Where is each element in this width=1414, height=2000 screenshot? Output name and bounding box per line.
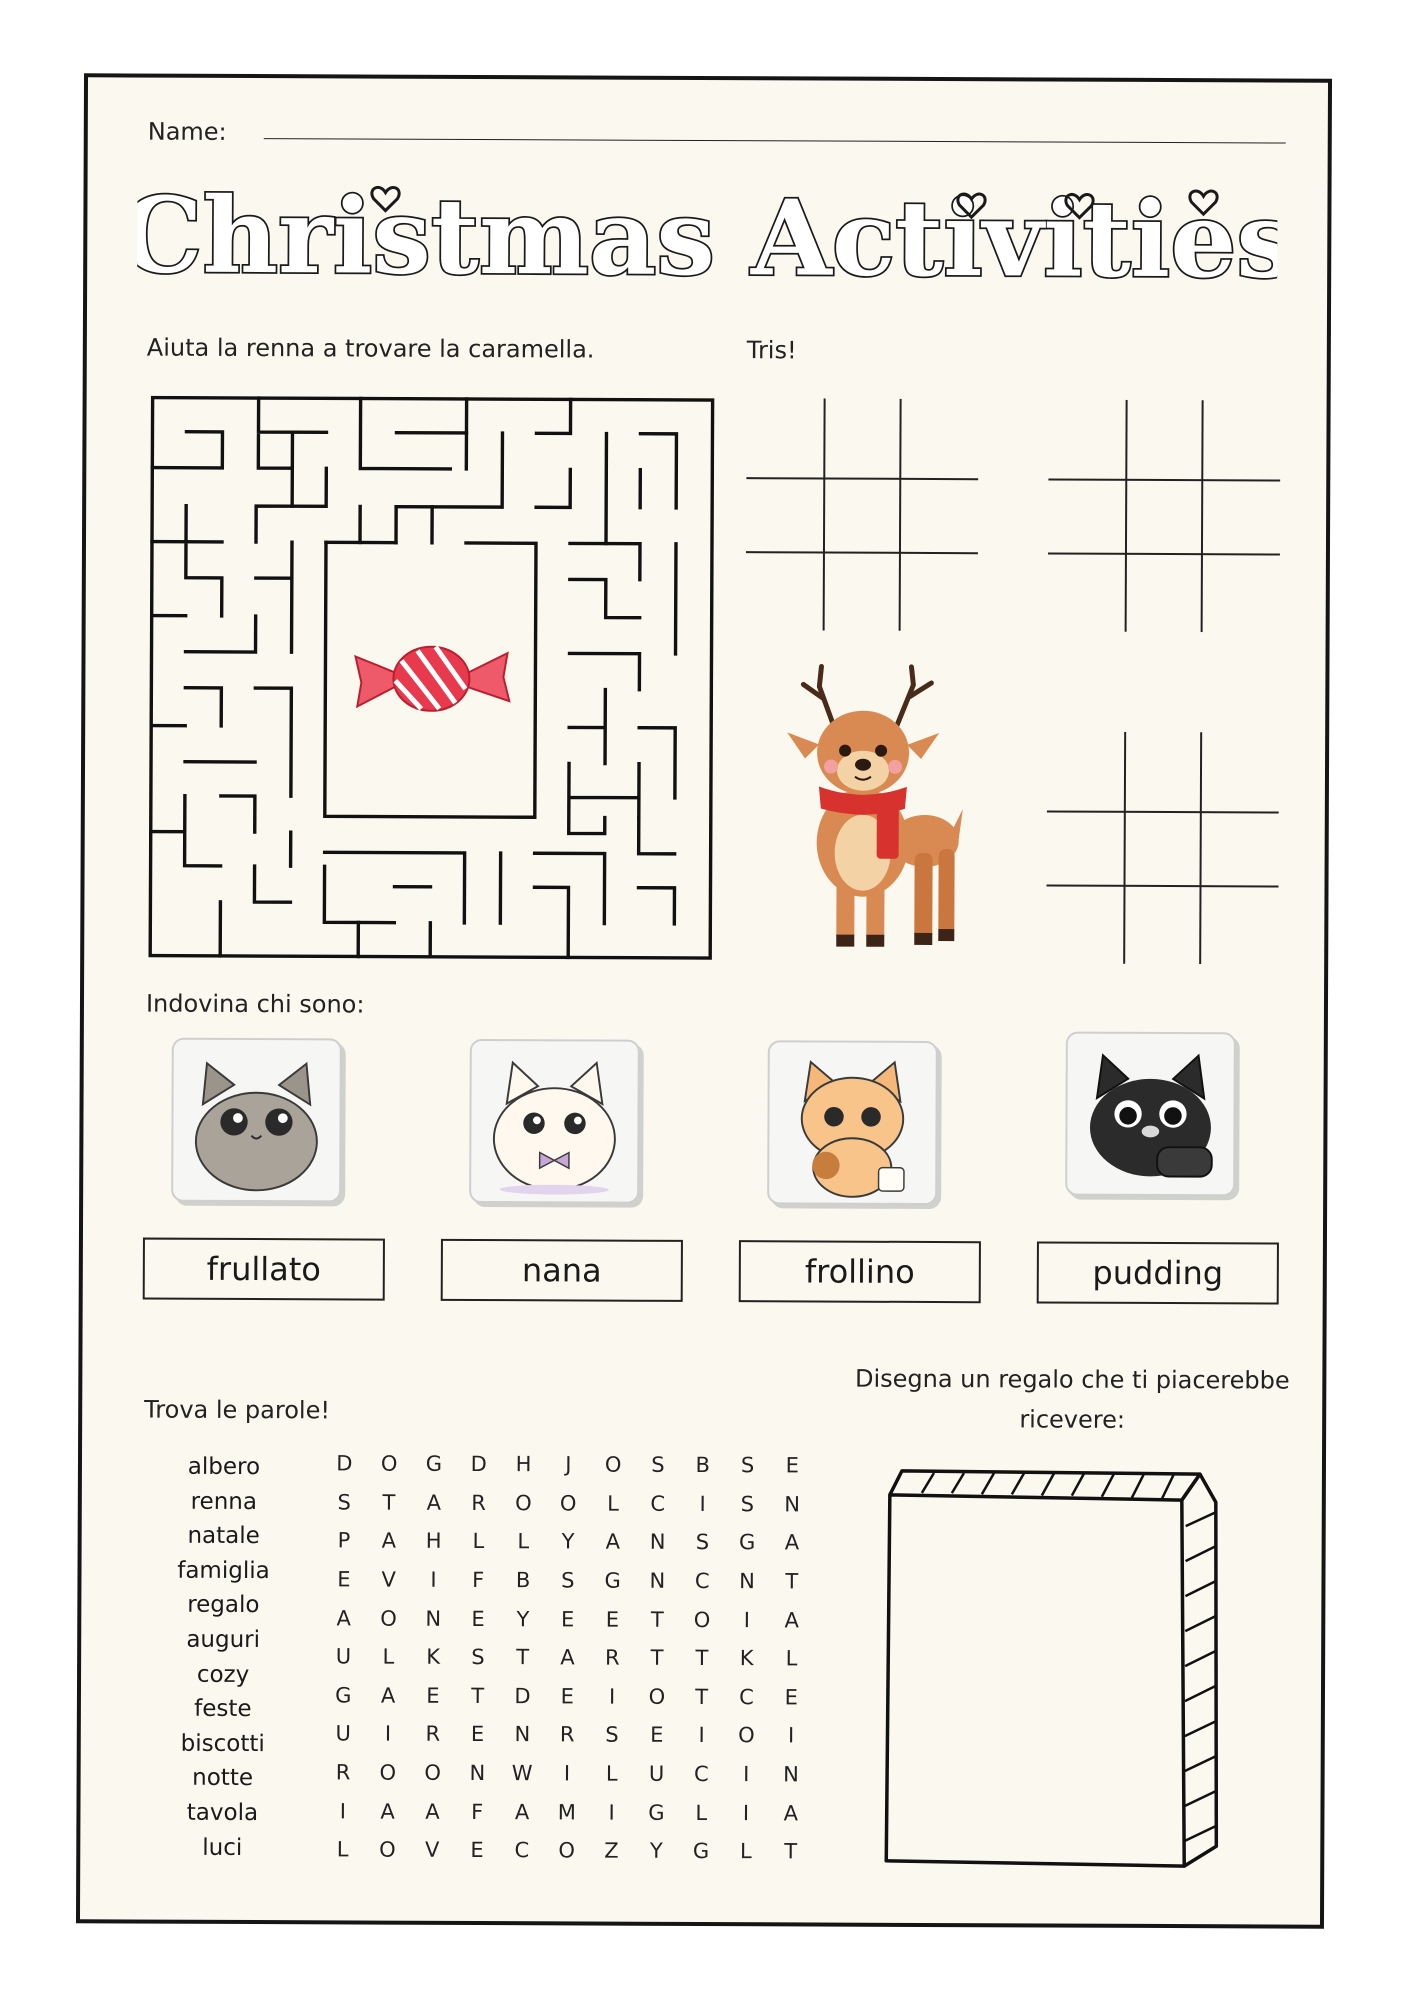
grid-letter[interactable]: A: [783, 1800, 799, 1826]
cat-name-box-1: frullato: [143, 1238, 385, 1301]
grid-letter[interactable]: B: [515, 1568, 531, 1593]
grid-letter[interactable]: E: [605, 1607, 620, 1632]
grid-letter[interactable]: G: [425, 1452, 443, 1477]
grid-letter[interactable]: H: [425, 1529, 442, 1554]
grid-letter[interactable]: R: [425, 1722, 441, 1747]
word-search-grid[interactable]: [320, 1444, 815, 1871]
grid-letter[interactable]: T: [650, 1607, 664, 1632]
grid-letter[interactable]: U: [648, 1761, 665, 1786]
grid-letter[interactable]: L: [695, 1800, 708, 1825]
grid-letter[interactable]: T: [695, 1684, 709, 1709]
grid-letter[interactable]: L: [739, 1839, 752, 1864]
grid-letter[interactable]: C: [650, 1491, 666, 1516]
grid-letter[interactable]: S: [740, 1492, 755, 1517]
cat-card-2: [469, 1039, 640, 1204]
grid-letter[interactable]: A: [336, 1606, 351, 1631]
grid-letter[interactable]: O: [379, 1837, 396, 1862]
grid-letter[interactable]: S: [695, 1530, 710, 1555]
grid-letter[interactable]: N: [739, 1569, 755, 1594]
grid-letter[interactable]: E: [337, 1567, 351, 1592]
grid-letter[interactable]: T: [516, 1645, 530, 1670]
orange-cat-with-cookie-icon: [769, 1042, 936, 1203]
grid-letter[interactable]: I: [788, 1723, 795, 1748]
word-list-item: tavola: [186, 1799, 259, 1826]
grid-letter[interactable]: L: [382, 1644, 395, 1669]
grid-letter[interactable]: I: [384, 1722, 392, 1747]
grid-letter[interactable]: E: [471, 1606, 485, 1631]
grid-letter[interactable]: L: [517, 1529, 530, 1554]
worksheet-page: [76, 73, 1332, 1928]
grid-letter[interactable]: T: [471, 1683, 485, 1708]
word-search-label: Trova le parole!: [144, 1395, 331, 1425]
grid-letter[interactable]: N: [784, 1492, 801, 1517]
grid-letter[interactable]: B: [695, 1453, 711, 1478]
grid-letter[interactable]: D: [470, 1452, 487, 1477]
grid-row: [322, 1522, 815, 1563]
grid-letter[interactable]: A: [380, 1683, 396, 1708]
grid-letter[interactable]: O: [380, 1606, 397, 1631]
white-cat-with-bow-icon: [471, 1041, 638, 1202]
tic-tac-toe-board-2[interactable]: [1048, 399, 1281, 632]
grid-letter[interactable]: O: [424, 1760, 441, 1785]
grid-letter[interactable]: E: [784, 1685, 799, 1710]
maze-instruction: Aiuta la renna a trovare la caramella.: [146, 333, 595, 364]
grid-letter[interactable]: Z: [604, 1838, 619, 1863]
grid-letter[interactable]: J: [565, 1452, 572, 1477]
grid-letter[interactable]: E: [785, 1453, 800, 1478]
grid-letter[interactable]: A: [605, 1530, 621, 1555]
grid-letter[interactable]: M: [557, 1800, 576, 1825]
word-list-item: cozy: [196, 1661, 250, 1688]
grid-letter[interactable]: A: [425, 1799, 440, 1824]
grid-row: [320, 1792, 813, 1833]
grid-letter[interactable]: N: [469, 1761, 486, 1786]
grid-letter[interactable]: D: [336, 1451, 353, 1476]
grid-letter[interactable]: I: [563, 1761, 571, 1786]
grid-letter[interactable]: A: [426, 1490, 442, 1515]
word-list-item: feste: [194, 1695, 252, 1723]
grid-letter[interactable]: L: [472, 1529, 485, 1554]
grid-letter[interactable]: T: [785, 1569, 799, 1594]
grid-letter[interactable]: C: [514, 1838, 530, 1863]
grid-letter[interactable]: A: [380, 1799, 395, 1824]
grid-letter[interactable]: T: [784, 1839, 798, 1864]
grid-letter[interactable]: V: [425, 1838, 440, 1863]
word-list-item: auguri: [186, 1626, 261, 1654]
grid-letter[interactable]: Y: [649, 1839, 663, 1864]
grid-letter[interactable]: E: [650, 1723, 664, 1748]
black-cat-with-controller-icon: [1067, 1034, 1234, 1195]
grid-letter[interactable]: U: [335, 1644, 352, 1669]
grid-row: [321, 1637, 814, 1678]
grid-letter[interactable]: I: [608, 1684, 616, 1709]
word-list-item: notte: [192, 1765, 254, 1792]
grid-letter[interactable]: E: [560, 1684, 575, 1709]
name-write-line[interactable]: [264, 138, 1286, 143]
grid-row: [321, 1599, 814, 1640]
grid-letter[interactable]: I: [430, 1567, 437, 1592]
grid-row: [322, 1483, 815, 1524]
grid-letter[interactable]: G: [692, 1839, 710, 1864]
grid-letter[interactable]: T: [695, 1646, 709, 1671]
candy-icon: [355, 646, 509, 711]
grid-letter[interactable]: O: [604, 1452, 622, 1477]
cat-card-4: [1065, 1032, 1236, 1197]
grid-letter[interactable]: K: [426, 1645, 441, 1670]
grid-letter[interactable]: G: [739, 1530, 756, 1555]
word-list: [152, 1450, 294, 1866]
grid-letter[interactable]: O: [380, 1451, 398, 1476]
grid-letter[interactable]: S: [471, 1645, 485, 1670]
grid-letter[interactable]: G: [648, 1800, 665, 1825]
grid-letter[interactable]: I: [743, 1762, 750, 1787]
word-list-item: albero: [187, 1453, 261, 1481]
grid-row: [321, 1714, 814, 1755]
grid-letter[interactable]: N: [425, 1606, 442, 1631]
tris-label: Tris!: [746, 336, 797, 365]
grid-letter[interactable]: I: [743, 1607, 751, 1632]
guess-label: Indovina chi sono:: [145, 989, 365, 1019]
grid-letter[interactable]: P: [337, 1528, 351, 1553]
grid-letter[interactable]: L: [785, 1646, 798, 1671]
grid-letter[interactable]: L: [605, 1761, 618, 1786]
grid-letter[interactable]: F: [472, 1568, 485, 1593]
grid-letter[interactable]: A: [784, 1608, 799, 1633]
grid-letter[interactable]: V: [381, 1567, 396, 1592]
grid-letter[interactable]: W: [511, 1761, 533, 1786]
grid-letter[interactable]: N: [783, 1762, 799, 1787]
gift-drawing-frame[interactable]: [880, 1465, 1302, 1883]
grid-letter[interactable]: Y: [516, 1606, 530, 1631]
grid-letter[interactable]: R: [559, 1722, 575, 1747]
grid-letter[interactable]: I: [742, 1800, 750, 1825]
grid-letter[interactable]: S: [337, 1490, 351, 1515]
grid-letter[interactable]: T: [650, 1646, 664, 1671]
grid-letter[interactable]: A: [381, 1529, 397, 1554]
grid-letter[interactable]: A: [514, 1799, 530, 1824]
grid-letter[interactable]: E: [426, 1683, 440, 1708]
grid-letter[interactable]: S: [740, 1453, 755, 1478]
grid-letter[interactable]: E: [470, 1722, 485, 1747]
grid-letter[interactable]: N: [649, 1568, 666, 1593]
tic-tac-toe-board-3[interactable]: [1046, 731, 1279, 964]
grid-letter[interactable]: R: [471, 1490, 486, 1515]
word-list-item: renna: [190, 1488, 258, 1515]
cat-name-box-3: frollino: [739, 1240, 981, 1303]
word-list-item: biscotti: [180, 1730, 265, 1757]
grid-letter[interactable]: K: [739, 1646, 754, 1671]
grid-letter[interactable]: N: [649, 1530, 666, 1555]
grid-letter[interactable]: T: [382, 1490, 396, 1515]
grid-letter[interactable]: D: [514, 1684, 531, 1709]
grid-letter[interactable]: N: [514, 1722, 531, 1747]
maze[interactable]: [148, 396, 714, 960]
grid-letter[interactable]: C: [694, 1569, 710, 1594]
grid-letter[interactable]: O: [558, 1838, 575, 1863]
grid-letter[interactable]: H: [515, 1452, 532, 1477]
word-list-item: luci: [202, 1834, 243, 1861]
title-text: Christmas Activities: [137, 173, 1278, 302]
grid-letter[interactable]: I: [608, 1800, 615, 1825]
cat-card-3: [767, 1040, 938, 1205]
grid-letter[interactable]: G: [604, 1568, 621, 1593]
word-list-item: regalo: [187, 1592, 260, 1619]
grid-letter[interactable]: F: [471, 1799, 484, 1824]
grid-letter[interactable]: L: [336, 1837, 349, 1862]
grid-letter[interactable]: A: [784, 1530, 800, 1555]
grid-letter[interactable]: A: [560, 1645, 575, 1670]
grid-letter[interactable]: U: [335, 1721, 351, 1746]
grid-letter[interactable]: G: [335, 1683, 352, 1708]
grid-letter[interactable]: O: [515, 1491, 532, 1516]
grid-letter[interactable]: L: [607, 1491, 619, 1516]
grid-letter[interactable]: R: [335, 1760, 351, 1785]
grid-letter[interactable]: Y: [561, 1529, 575, 1554]
reindeer-icon: [774, 662, 965, 963]
grid-letter[interactable]: E: [560, 1607, 575, 1632]
word-list-item: natale: [187, 1522, 260, 1550]
grid-letter[interactable]: R: [604, 1645, 620, 1670]
grid-letter[interactable]: C: [694, 1762, 709, 1787]
cat-name-box-2: nana: [441, 1239, 683, 1302]
grid-row: [322, 1444, 815, 1485]
grid-letter[interactable]: O: [648, 1684, 666, 1709]
grey-cat-icon: [173, 1040, 340, 1201]
cat-card-1: [171, 1038, 342, 1203]
grid-letter[interactable]: S: [651, 1453, 665, 1478]
grid-letter[interactable]: S: [561, 1568, 575, 1593]
grid-letter[interactable]: O: [693, 1607, 711, 1632]
page-title: [137, 168, 1278, 313]
grid-row: [321, 1753, 814, 1794]
grid-row: [320, 1830, 813, 1871]
grid-row: [321, 1676, 814, 1717]
grid-letter[interactable]: O: [738, 1723, 755, 1748]
grid-letter[interactable]: I: [698, 1723, 705, 1748]
name-label: Name:: [147, 117, 227, 146]
grid-letter[interactable]: O: [559, 1491, 577, 1516]
grid-letter[interactable]: S: [605, 1723, 619, 1748]
tic-tac-toe-board-1[interactable]: [746, 398, 979, 631]
grid-letter[interactable]: C: [739, 1685, 754, 1710]
drawing-instruction: Disegna un regalo che ti piacerebbe ricevere:: [854, 1364, 1290, 1434]
word-list-item: famiglia: [177, 1557, 270, 1584]
grid-row: [321, 1560, 814, 1601]
cat-name-box-4: pudding: [1037, 1241, 1279, 1304]
grid-letter[interactable]: O: [379, 1760, 397, 1785]
grid-letter[interactable]: I: [699, 1491, 706, 1516]
grid-letter[interactable]: I: [339, 1799, 347, 1824]
grid-letter[interactable]: E: [470, 1838, 484, 1863]
